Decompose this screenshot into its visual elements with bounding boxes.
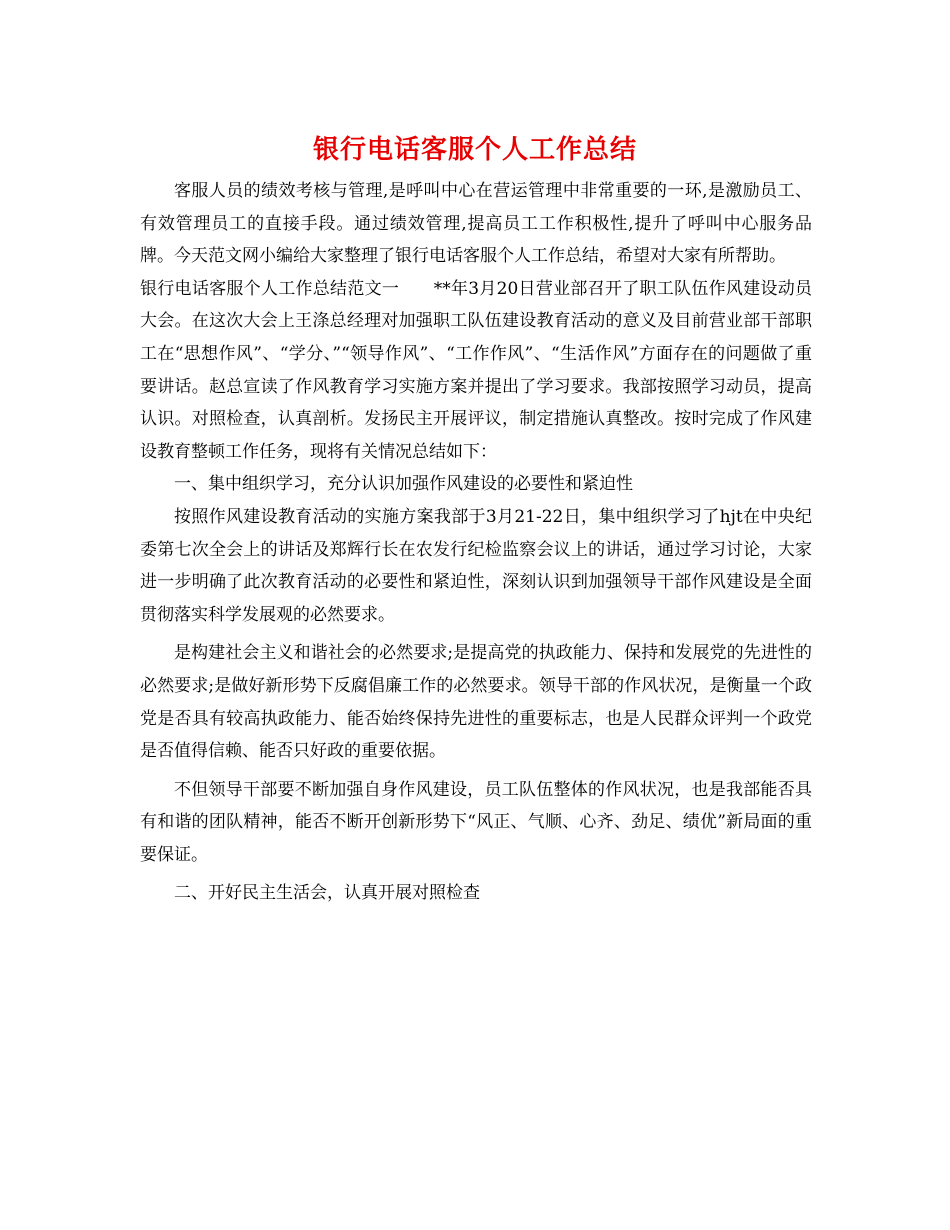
paragraph-intro: 客服人员的绩效考核与管理,是呼叫中心在营运管理中非常重要的一环,是激励员工、有效管理员工的直接手段。通过绩效管理,提高员工工作积极性,提升了呼叫中心服务品牌。今天范文网小编给大家整理了银行电话客服个人工作总结，希望对大家有所帮助。: [140, 181, 812, 267]
paragraph-sample-one: 银行电话客服个人工作总结范文一 **年3月20日营业部召开了职工队伍作风建设动员大会。在这次大会上王涤总经理对加强职工队伍建设教育活动的意义及目前营业部干部职工在“思想作风”、“学分、”“领导作风”、“工作作风”、“生活作风”方面存在的问题做了重要讲话。赵总宣读了作风教育学习实施方案并提出了学习要求。我部按照学习动员，提高认识。对照检查，认真剖析。发扬民主开展评议，制定措施认真整改。按时完成了作风建设教育整顿工作任务，现将有关情况总结如下：: [140, 278, 812, 462]
document-title: 银行电话客服个人工作总结: [312, 135, 637, 165]
section-heading-one: 一、集中组织学习，充分认识加强作风建设的必要性和紧迫性: [174, 474, 633, 495]
paragraph-study: 按照作风建设教育活动的实施方案我部于3月21-22日，集中组织学习了hjt在中央纪委第七次全会上的讲话及郑辉行长在农发行纪检监察会议上的讲话，通过学习讨论，大家进一步明确了此次教育活动的必要性和紧迫性，深刻认识到加强领导干部作风建设是全面贯彻落实科学发展观的必然要求。: [140, 506, 812, 625]
paragraph-requirements: 是构建社会主义和谐社会的必然要求;是提高党的执政能力、保持和发展党的先进性的必然要求;是做好新形势下反腐倡廉工作的必然要求。领导干部的作风状况，是衡量一个政党是否具有较高执政能力、能否始终保持先进性的重要标志，也是人民群众评判一个政党是否值得信赖、能否只好政的重要依据。: [140, 643, 812, 762]
paragraph-team-spirit: 不但领导干部要不断加强自身作风建设，员工队伍整体的作风状况，也是我部能否具有和谐的团队精神，能否不断开创新形势下“风正、气顺、心齐、劲足、绩优”新局面的重要保证。: [140, 779, 812, 865]
document-body: [140, 175, 812, 910]
section-heading-two: 二、开好民主生活会，认真开展对照检查: [174, 883, 480, 904]
